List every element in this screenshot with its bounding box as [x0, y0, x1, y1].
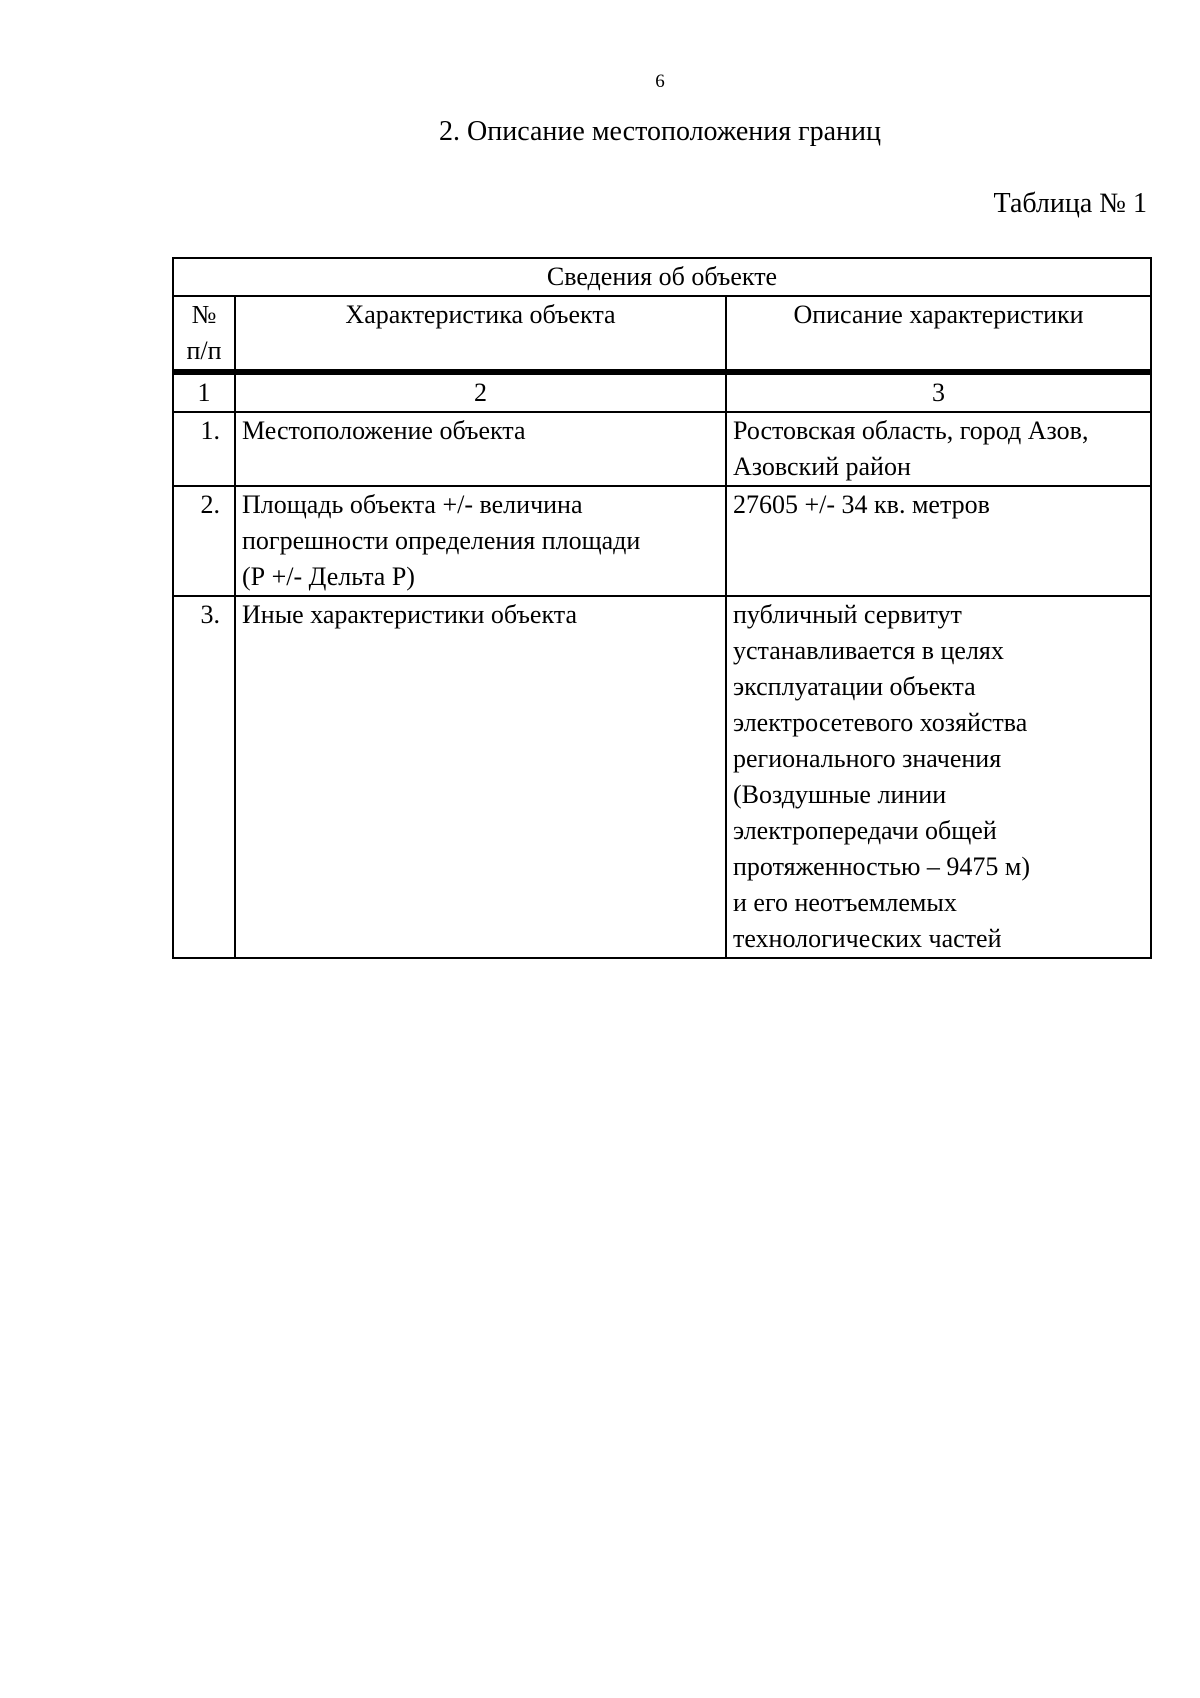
- section-title: 2. Описание местоположения границ: [439, 116, 881, 147]
- column-number: 3: [726, 372, 1151, 412]
- column-number-row: [173, 372, 1151, 412]
- table-caption: Таблица № 1: [993, 188, 1147, 219]
- page-number: 6: [655, 71, 665, 92]
- header-description: Описание характеристики: [726, 296, 1151, 372]
- row-characteristic: Площадь объекта +/- величина погрешности определения площади (Р +/- Дельта Р): [235, 486, 726, 596]
- column-number: 2: [235, 372, 726, 412]
- table-header-row: [173, 296, 1151, 372]
- header-characteristic: Характеристика объекта: [235, 296, 726, 372]
- column-number: 1: [173, 372, 235, 412]
- table-row: [173, 412, 1151, 486]
- table-row: [173, 486, 1151, 596]
- row-description: Ростовская область, город Азов, Азовский район: [726, 412, 1151, 486]
- row-description: публичный сервитут устанавливается в целях эксплуатации объекта электросетевого хозяйства регионального значения (Воздушные линии электропередачи общей протяженностью – 9475 м) и его неотъемлемых технологических частей: [726, 596, 1151, 958]
- row-num: 2.: [173, 486, 235, 596]
- object-info-table: [172, 257, 1152, 959]
- header-num: № п/п: [173, 296, 235, 372]
- table-title: Сведения об объекте: [173, 258, 1151, 296]
- row-num: 1.: [173, 412, 235, 486]
- row-description: 27605 +/- 34 кв. метров: [726, 486, 1151, 596]
- row-num: 3.: [173, 596, 235, 958]
- table-row: [173, 596, 1151, 958]
- row-characteristic: Иные характеристики объекта: [235, 596, 726, 958]
- table-title-row: [173, 258, 1151, 296]
- row-characteristic: Местоположение объекта: [235, 412, 726, 486]
